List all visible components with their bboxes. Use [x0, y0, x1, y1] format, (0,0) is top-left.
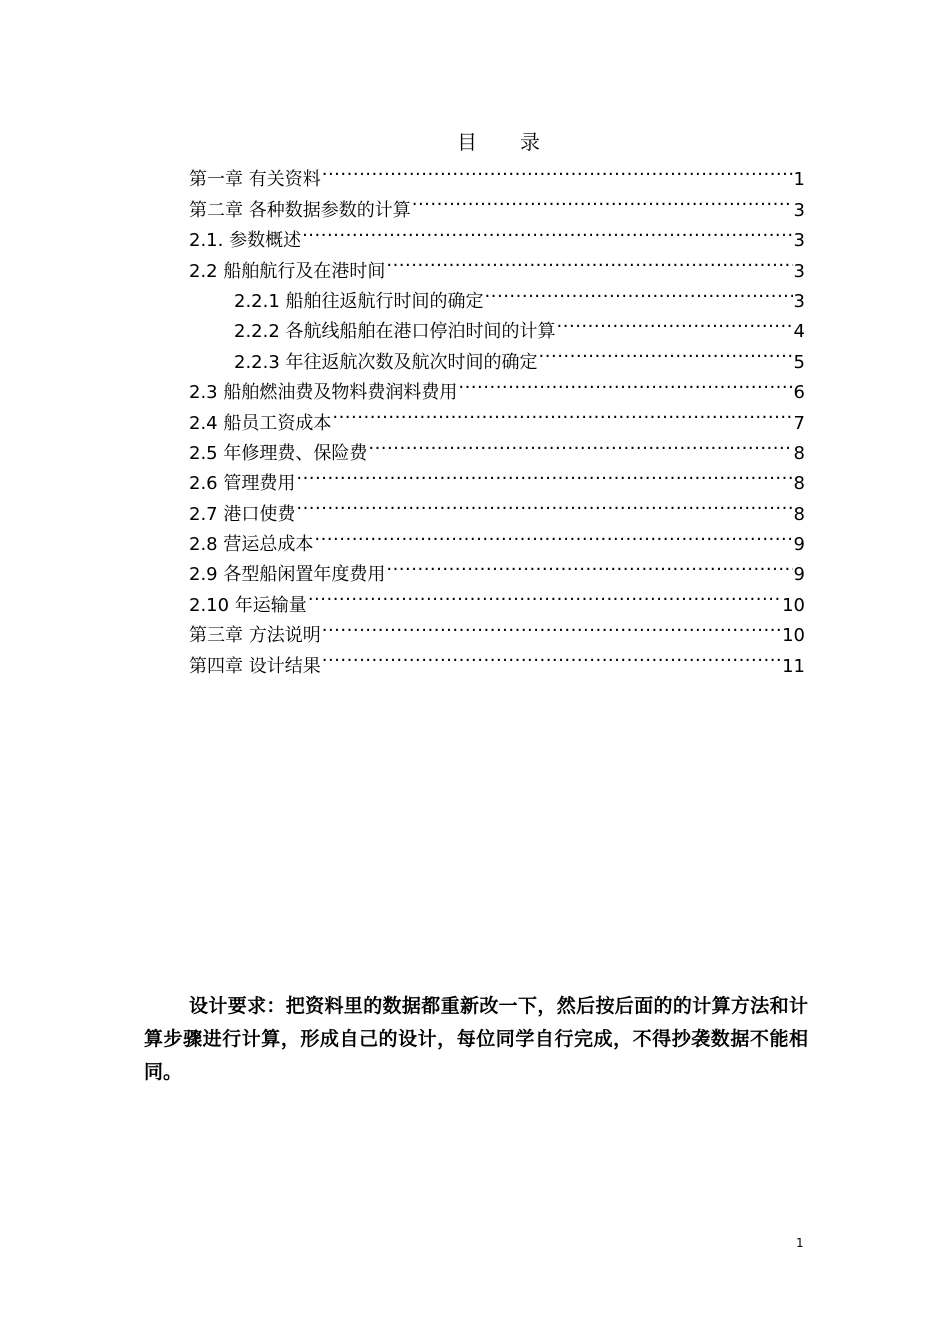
toc-entry-label: 2.8 营运总成本	[189, 534, 314, 556]
toc-entry-page: 6	[793, 382, 805, 404]
toc-entry-page: 10	[782, 625, 805, 647]
toc-leader-dots	[539, 337, 793, 367]
toc-leader-dots	[322, 155, 793, 185]
toc-entry-label: 2.1. 参数概述	[189, 230, 302, 252]
toc-title-right: 录	[520, 130, 541, 154]
toc-entry-label: 第一章 有关资料	[189, 169, 321, 191]
toc-entry-page: 3	[793, 290, 805, 312]
toc-leader-dots	[314, 520, 792, 550]
toc-entry-label: 第二章 各种数据参数的计算	[189, 199, 411, 221]
toc-entry-label: 2.6 管理费用	[189, 473, 296, 495]
toc-entry-page: 9	[793, 564, 805, 586]
toc-entry-page: 8	[793, 442, 805, 464]
toc-leader-dots	[302, 216, 792, 246]
toc-leader-dots	[368, 429, 792, 459]
page-number: 1	[796, 1236, 804, 1250]
toc-entry-label: 第四章 设计结果	[189, 655, 321, 677]
toc-entry-label: 2.9 各型船闲置年度费用	[189, 564, 386, 586]
toc-leader-dots	[557, 307, 793, 337]
toc-entry-label: 第三章 方法说明	[189, 625, 321, 647]
toc-entry-page: 7	[793, 412, 805, 434]
toc-entry-page: 1	[793, 169, 805, 191]
toc-entry-label: 2.10 年运输量	[189, 594, 307, 616]
toc-entry-page: 8	[793, 503, 805, 525]
toc-leader-dots	[322, 611, 781, 641]
toc-entry-label: 2.4 船员工资成本	[189, 412, 332, 434]
toc-leader-dots	[386, 246, 792, 276]
toc-title-left: 目	[457, 130, 478, 154]
toc-entry-page: 8	[793, 473, 805, 495]
toc-entry-label: 2.2.3 年往返航次数及航次时间的确定	[234, 351, 538, 373]
toc-entry-label: 2.2 船舶航行及在港时间	[189, 260, 386, 282]
toc-entry-page: 10	[782, 594, 805, 616]
toc-leader-dots	[485, 277, 793, 307]
toc-entry-page: 3	[793, 199, 805, 221]
toc-entry-page: 3	[793, 230, 805, 252]
toc-entry-label: 2.2.2 各航线船舶在港口停泊时间的计算	[234, 321, 556, 343]
toc-entry[interactable]	[189, 155, 805, 191]
toc-entry-page: 11	[782, 655, 805, 677]
toc-leader-dots	[386, 550, 792, 580]
toc-entry-page: 3	[793, 260, 805, 282]
toc-entry-label: 2.7 港口使费	[189, 503, 296, 525]
toc-leader-dots	[322, 641, 781, 671]
design-requirement-paragraph: 设计要求：把资料里的数据都重新改一下，然后按后面的的计算方法和计算步骤进行计算，形成自己的设计，每位同学自行完成，不得抄袭数据不能相同。	[144, 995, 808, 1083]
table-of-contents	[189, 155, 805, 677]
toc-leader-dots	[458, 368, 792, 398]
toc-entry-page: 9	[793, 534, 805, 556]
toc-entry-page: 4	[793, 321, 805, 343]
toc-entry-label: 2.3 船舶燃油费及物料费润料费用	[189, 382, 458, 404]
toc-entry-page: 5	[793, 351, 805, 373]
toc-leader-dots	[412, 185, 793, 215]
toc-leader-dots	[296, 459, 792, 489]
toc-leader-dots	[332, 398, 792, 428]
toc-leader-dots	[308, 580, 781, 610]
toc-entry-label: 2.5 年修理费、保险费	[189, 442, 368, 464]
toc-leader-dots	[296, 489, 792, 519]
toc-title	[0, 126, 950, 155]
toc-entry-label: 2.2.1 船舶往返航行时间的确定	[234, 290, 484, 312]
